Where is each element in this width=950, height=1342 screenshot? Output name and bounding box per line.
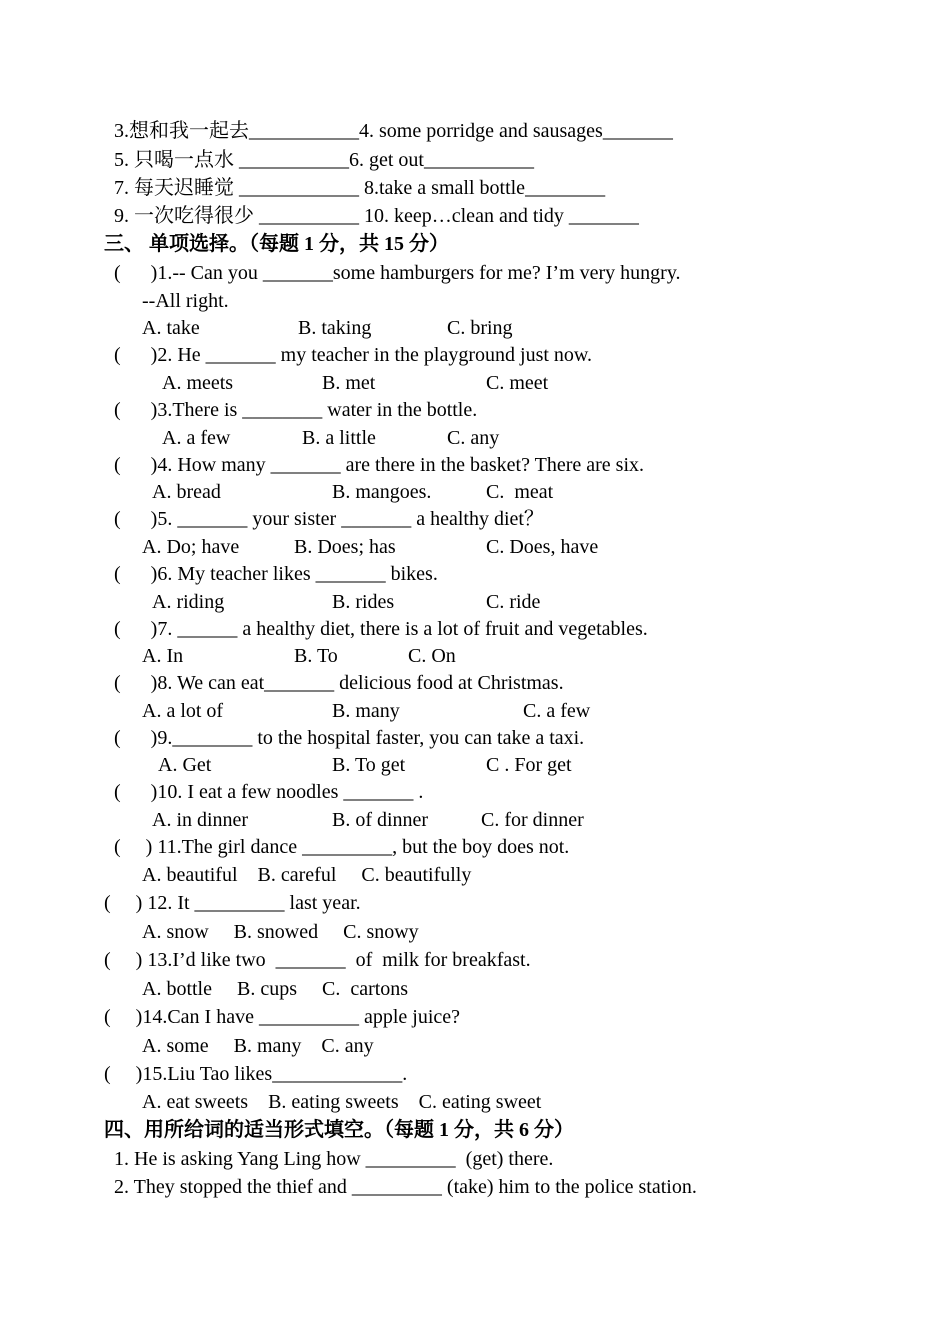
q12-options: A. snow B. snowed C. snowy (142, 921, 419, 943)
q5-option-b: B. Does; has (294, 536, 396, 558)
q2-option-a: A. meets (162, 372, 234, 394)
q4-option-b: B. mangoes. (332, 481, 432, 503)
question-13: ( ) 13.I’d like two _______ of milk for breakfast. (104, 949, 531, 971)
q1-option-b: B. taking (298, 317, 372, 339)
q7-option-a: A. In (142, 645, 184, 667)
q7-option-b: B. To (294, 645, 338, 667)
q3-option-c: C. any (447, 427, 500, 449)
vocab-line-3-4: 3.想和我一起去___________4. some porridge and sausages_______ (114, 120, 673, 142)
q8-option-b: B. many (332, 700, 400, 722)
question-12: ( ) 12. It _________ last year. (104, 892, 361, 914)
question-10: ( )10. I eat a few noodles _______ . (114, 781, 424, 803)
vocab-line-7-8: 7. 每天迟睡觉 ____________ 8.take a small bottle________ (114, 177, 606, 199)
question-11: ( ) 11.The girl dance _________, but the boy does not. (114, 836, 570, 858)
q3-option-b: B. a little (302, 427, 376, 449)
question-7: ( )7. ______ a healthy diet, there is a lot of fruit and vegetables. (114, 618, 648, 640)
q11-options: A. beautiful B. careful C. beautifully (142, 864, 472, 886)
q4-option-a: A. bread (152, 481, 221, 503)
q3-option-a: A. a few (162, 427, 231, 449)
q14-options: A. some B. many C. any (142, 1035, 374, 1057)
q10-option-b: B. of dinner (332, 809, 429, 831)
q2-option-c: C. meet (486, 372, 549, 394)
q10-option-a: A. in dinner (152, 809, 249, 831)
q10-option-c: C. for dinner (481, 809, 584, 831)
vocab-line-5-6: 5. 只喝一点水 ___________6. get out___________ (114, 149, 534, 171)
question-14: ( )14.Can I have __________ apple juice? (104, 1006, 461, 1028)
question-1: ( )1.-- Can you _______some hamburgers for me? I’m very hungry. (114, 262, 681, 284)
q8-option-c: C. a few (523, 700, 591, 722)
q7-option-c: C. On (408, 645, 456, 667)
q2-option-b: B. met (322, 372, 376, 394)
q5-option-a: A. Do; have (142, 536, 240, 558)
q6-option-a: A. riding (152, 591, 225, 613)
vocab-line-9-10: 9. 一次吃得很少 __________ 10. keep…clean and tidy _______ (114, 205, 639, 227)
q1-option-c: C. bring (447, 317, 513, 339)
q8-option-a: A. a lot of (142, 700, 224, 722)
q6-option-b: B. rides (332, 591, 395, 613)
q4-option-c: C. meat (486, 481, 554, 503)
question-15: ( )15.Liu Tao likes_____________. (104, 1063, 408, 1085)
question-1-reply: --All right. (142, 290, 229, 312)
question-4: ( )4. How many _______ are there in the basket? There are six. (114, 454, 645, 476)
q1-option-a: A. take (142, 317, 200, 339)
q9-option-a: A. Get (158, 754, 212, 776)
section-3-heading: 三、 单项选择。（每题 1 分，共 15 分） (104, 233, 449, 255)
fill-in-2: 2. They stopped the thief and _________ (take) him to the police station. (114, 1176, 697, 1198)
q15-options: A. eat sweets B. eating sweets C. eating sweet (142, 1091, 542, 1113)
question-3: ( )3.There is ________ water in the bottle. (114, 399, 478, 421)
q13-options: A. bottle B. cups C. cartons (142, 978, 409, 1000)
q5-option-c: C. Does, have (486, 536, 599, 558)
question-2: ( )2. He _______ my teacher in the playground just now. (114, 344, 593, 366)
fill-in-1: 1. He is asking Yang Ling how _________ (get) there. (114, 1148, 554, 1170)
question-5: ( )5. _______ your sister _______ a healthy diet？ (114, 508, 544, 530)
question-9: ( )9.________ to the hospital faster, you can take a taxi. (114, 727, 585, 749)
question-8: ( )8. We can eat_______ delicious food at Christmas. (114, 672, 564, 694)
q9-option-c: C . For get (486, 754, 572, 776)
q9-option-b: B. To get (332, 754, 406, 776)
question-6: ( )6. My teacher likes _______ bikes. (114, 563, 438, 585)
section-4-heading: 四、用所给词的适当形式填空。（每题 1 分，共 6 分） (104, 1119, 574, 1141)
q6-option-c: C. ride (486, 591, 541, 613)
